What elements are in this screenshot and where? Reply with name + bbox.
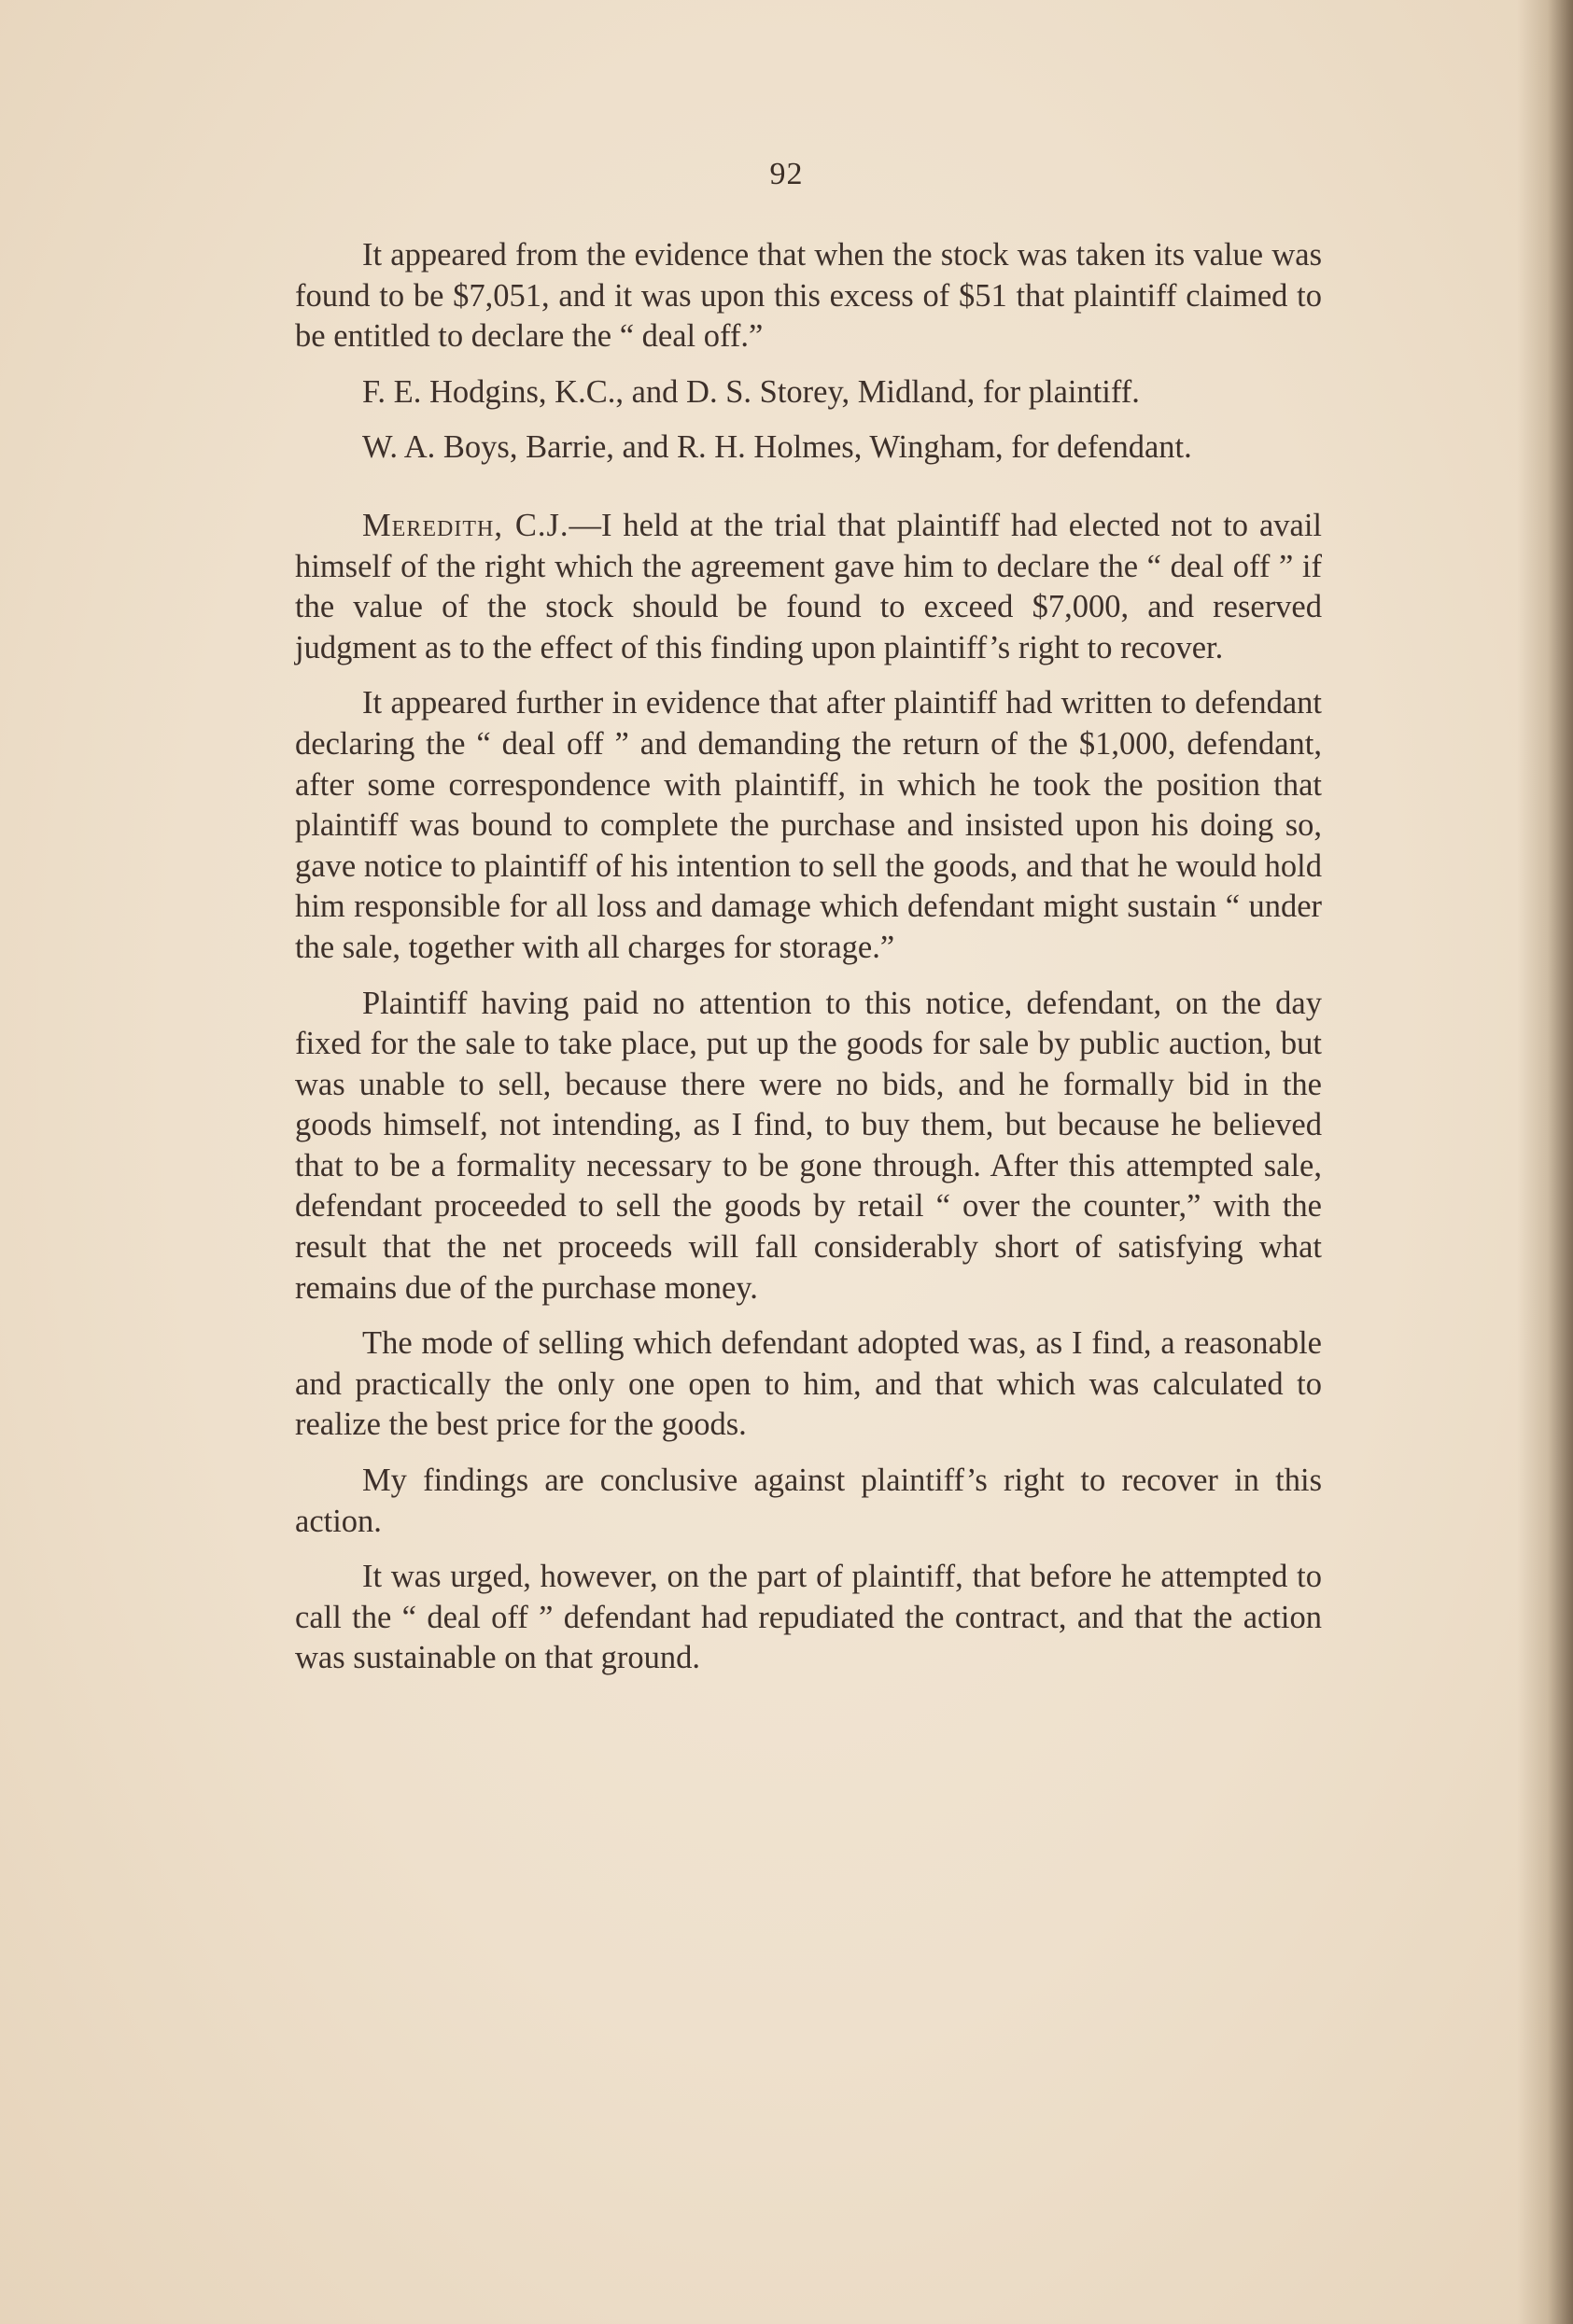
binding-edge-shadow (1517, 0, 1573, 2324)
page-number: 92 (769, 157, 804, 191)
paragraph-findings: My findings are conclusive against plaintiff’s right to recover in this action. (295, 1463, 1322, 1539)
paragraph-mode-of-selling: The mode of selling which defendant adopted was, as I find, a reasonable and practically the only one open to him, and that which was calculated to realize the best price for the goods. (295, 1325, 1322, 1443)
paragraph-notice-of-sale: It appeared further in evidence that after plaintiff had written to defendant declaring the “ deal off ” and demanding the return of the $1,000, defendant, after some correspondence with plaintiff, in which he took the position that plaintiff was bound to complete the purchase and insisted upon his doing so, gave notice to plaintiff of his intention to sell the goods, and that he would hold him responsible for all loss and damage which defendant might sustain “ under the sale, together with all charges for storage.” (295, 685, 1322, 965)
judgment-opening-text: —I held at the trial that plaintiff had elected not to avail himself of the right which the agreement gave him to declare the “ deal off ” if the value of the stock should be found to exceed $7,000, and reserved judgment as to the effect of this finding upon plaintiff’s right to recover. (295, 507, 1322, 665)
paragraph-auction: Plaintiff having paid no attention to this notice, defendant, on the day fixed for the sale to take place, put up the goods for sale by public auction, but was unable to sell, because there were no bids, and he formally bid in the goods himself, not intending, as I find, to buy them, but because he believed that to be a formality necessary to be gone through. After this attempted sale, defendant proceeded to sell the goods by retail “ over the counter,” with the result that the net proceeds will fall considerably short of satisfying what remains due of the purchase money. (295, 985, 1322, 1306)
page-body (295, 235, 1322, 1694)
counsel-for-defendant: W. A. Boys, Barrie, and R. H. Holmes, Wingham, for defendant. (362, 429, 1192, 466)
judge-name: Meredith, C.J. (362, 507, 569, 543)
paragraph-judgment-opening (295, 506, 1322, 668)
counsel-for-plaintiff: F. E. Hodgins, K.C., and D. S. Storey, Midland, for plaintiff. (362, 373, 1140, 410)
paragraph-repudiation: It was urged, however, on the part of plaintiff, that before he attempted to call the “ deal off ” defendant had repudiated the contract, and that the action was sustainable on that ground. (295, 1559, 1322, 1676)
paragraph-evidence-value: It appeared from the evidence that when the stock was taken its value was found to be $7,051, and it was upon this excess of $51 that plaintiff claimed to be entitled to declare the “ deal off.” (295, 237, 1322, 355)
